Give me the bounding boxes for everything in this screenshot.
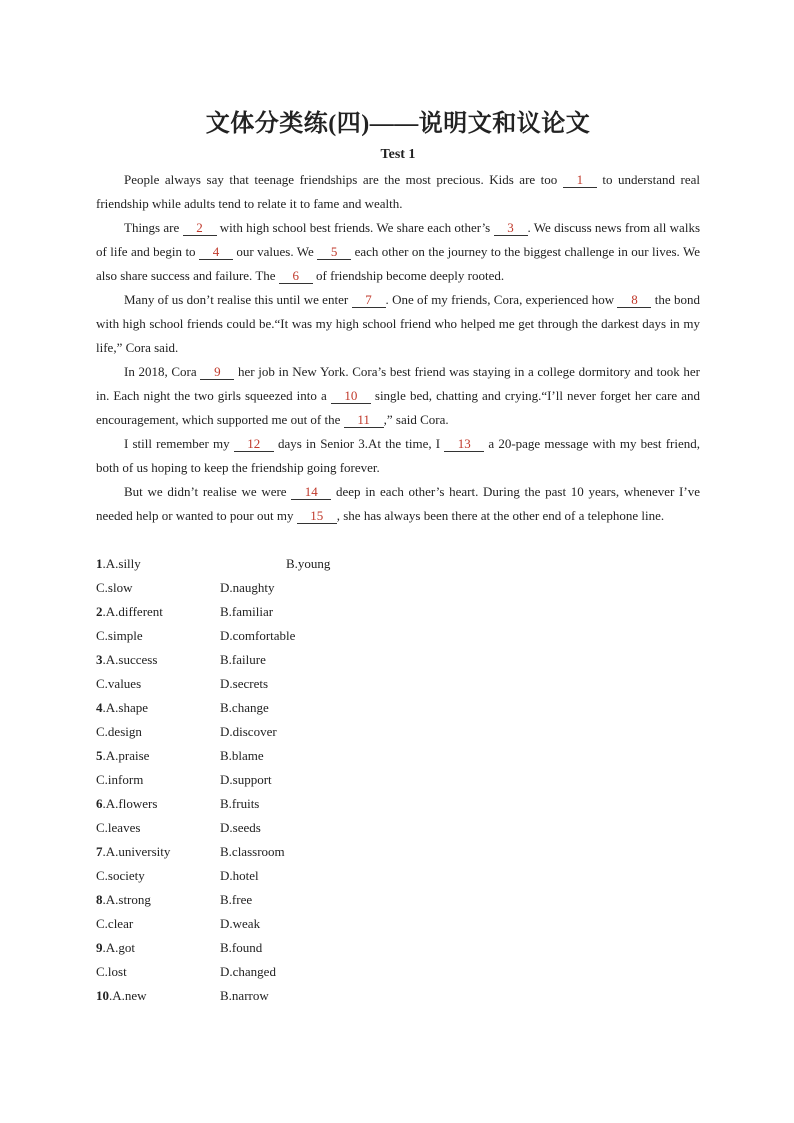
- passage-text: Many of us don’t realise this until we enter: [124, 292, 352, 307]
- option-a: [96, 648, 157, 672]
- option-a-text: .A.different: [102, 604, 163, 619]
- option-c: C.inform: [96, 772, 144, 787]
- passage-text: . We discuss news from all walks of life and begin to: [96, 220, 700, 259]
- answer-blank: 12: [234, 436, 274, 452]
- option-a: [96, 792, 157, 816]
- option-b: B.failure: [220, 652, 266, 667]
- option-row: [96, 888, 700, 912]
- option-row: [96, 672, 700, 696]
- option-a-text: .A.silly: [102, 556, 141, 571]
- answer-blank: 4: [199, 244, 233, 260]
- question-number: 10: [96, 988, 109, 1003]
- option-c: C.slow: [96, 580, 133, 595]
- test-heading: Test 1: [380, 147, 416, 162]
- option-d: D.support: [220, 772, 272, 787]
- option-a: [96, 696, 148, 720]
- passage-text: our values. We: [232, 244, 318, 259]
- answer-blank: 3: [494, 220, 528, 236]
- option-b: B.free: [220, 892, 253, 907]
- answer-blank: 14: [291, 484, 331, 500]
- passage-text: each other on the journey to the biggest challenge in our lives. We also share success and failure. The: [96, 244, 700, 283]
- passage-text: to understand real friendship while adults tend to relate it to fame and wealth.: [96, 172, 700, 211]
- question-number: 9: [96, 940, 103, 955]
- option-d: D.secrets: [220, 676, 269, 691]
- option-row: [96, 552, 700, 576]
- passage-text: days in Senior 3.At the time, I: [273, 436, 445, 451]
- question-number: 6: [96, 796, 103, 811]
- option-a: [96, 888, 151, 912]
- option-row: [96, 936, 700, 960]
- option-a-text: .A.strong: [102, 892, 151, 907]
- option-row: [96, 792, 700, 816]
- option-row: [96, 576, 700, 600]
- answer-blank: 8: [617, 292, 651, 308]
- option-d: D.changed: [220, 964, 276, 979]
- question-number: 7: [96, 844, 103, 859]
- option-row: [96, 816, 700, 840]
- option-a: [96, 984, 147, 1008]
- option-a: [96, 936, 135, 960]
- answer-blank: 9: [200, 364, 234, 380]
- passage-paragraph: [96, 216, 700, 288]
- question-number: 3: [96, 652, 103, 667]
- answer-blank: 11: [344, 412, 384, 428]
- answer-blank: 2: [183, 220, 217, 236]
- option-a: [96, 840, 170, 864]
- answer-blank: 1: [563, 172, 597, 188]
- passage-text: In 2018, Cora: [124, 364, 201, 379]
- answer-blank: 15: [297, 508, 337, 524]
- option-c: C.clear: [96, 916, 134, 931]
- question-number: 5: [96, 748, 103, 763]
- option-d: D.seeds: [220, 820, 261, 835]
- passage-text: deep in each other’s heart. During the past 10 years, whenever I’ve needed help or wanted to pour out my: [96, 484, 700, 523]
- passage-paragraph: [96, 288, 700, 360]
- option-row: [96, 696, 700, 720]
- option-row: [96, 864, 700, 888]
- passage-text: of friendship become deeply rooted.: [312, 268, 505, 283]
- option-a-text: .A.new: [109, 988, 147, 1003]
- option-a-text: .A.shape: [102, 700, 148, 715]
- reading-passage: [96, 168, 700, 528]
- passage-paragraph: [96, 432, 700, 480]
- option-a-text: .A.got: [102, 940, 135, 955]
- passage-text: single bed, chatting and crying.“I’ll never forget her care and encouragement, which supported me out of the: [96, 388, 701, 427]
- option-row: [96, 912, 700, 936]
- passage-text: a 20-page message with my best friend, both of us hoping to keep the friendship going forever.: [96, 436, 700, 475]
- option-b: B.young: [286, 556, 331, 571]
- question-number: 2: [96, 604, 103, 619]
- option-row: [96, 600, 700, 624]
- option-a-text: .A.success: [102, 652, 158, 667]
- passage-paragraph: [96, 360, 700, 432]
- option-a-text: .A.flowers: [102, 796, 158, 811]
- option-b: B.found: [220, 940, 263, 955]
- passage-text: her job in New York. Cora’s best friend was staying in a college dormitory and took her in. Each night the two girls squeezed into a: [96, 364, 700, 403]
- option-row: [96, 768, 700, 792]
- option-a: [96, 552, 141, 576]
- option-b: B.blame: [220, 748, 264, 763]
- option-c: C.values: [96, 676, 142, 691]
- page-title: 文体分类练(四)——说明文和议论文: [205, 111, 591, 137]
- option-a: [96, 600, 163, 624]
- option-d: D.naughty: [220, 580, 275, 595]
- option-row: [96, 624, 700, 648]
- answer-blank: 7: [352, 292, 386, 308]
- option-c: C.leaves: [96, 820, 141, 835]
- passage-text: the bond with high school friends could be.“It was my high school friend who helped me get through the darkest days in my life,” Cora said.: [96, 292, 700, 355]
- answer-blank: 13: [444, 436, 484, 452]
- passage-text: I still remember my: [124, 436, 234, 451]
- answer-blank: 10: [331, 388, 371, 404]
- passage-text: People always say that teenage friendships are the most precious. Kids are too: [124, 172, 563, 187]
- question-number: 8: [96, 892, 103, 907]
- question-number: 4: [96, 700, 103, 715]
- passage-paragraph: [96, 480, 700, 528]
- option-row: [96, 840, 700, 864]
- option-d: D.comfortable: [220, 628, 296, 643]
- option-d: D.discover: [220, 724, 277, 739]
- question-number: 1: [96, 556, 103, 571]
- option-c: C.lost: [96, 964, 127, 979]
- option-c: C.design: [96, 724, 142, 739]
- answer-options: [96, 552, 700, 1008]
- passage-text: Things are: [124, 220, 183, 235]
- option-b: B.familiar: [220, 604, 274, 619]
- passage-text: , she has always been there at the other end of a telephone line.: [336, 508, 665, 523]
- option-b: B.change: [220, 700, 269, 715]
- option-row: [96, 744, 700, 768]
- passage-text: But we didn’t realise we were: [124, 484, 292, 499]
- answer-blank: 6: [279, 268, 313, 284]
- option-row: [96, 720, 700, 744]
- option-a-text: .A.praise: [102, 748, 150, 763]
- answer-blank: 5: [317, 244, 351, 260]
- option-c: C.society: [96, 868, 145, 883]
- passage-text: ,” said Cora.: [383, 412, 449, 427]
- option-row: [96, 984, 700, 1008]
- passage-text: . One of my friends, Cora, experienced how: [385, 292, 618, 307]
- option-b: B.fruits: [220, 796, 260, 811]
- option-d: D.hotel: [220, 868, 259, 883]
- option-b: B.classroom: [220, 844, 285, 859]
- passage-text: with high school best friends. We share each other’s: [216, 220, 494, 235]
- passage-paragraph: [96, 168, 700, 216]
- option-row: [96, 960, 700, 984]
- option-a: [96, 744, 149, 768]
- option-row: [96, 648, 700, 672]
- option-c: C.simple: [96, 628, 143, 643]
- option-b: B.narrow: [220, 988, 269, 1003]
- option-d: D.weak: [220, 916, 261, 931]
- option-a-text: .A.university: [102, 844, 171, 859]
